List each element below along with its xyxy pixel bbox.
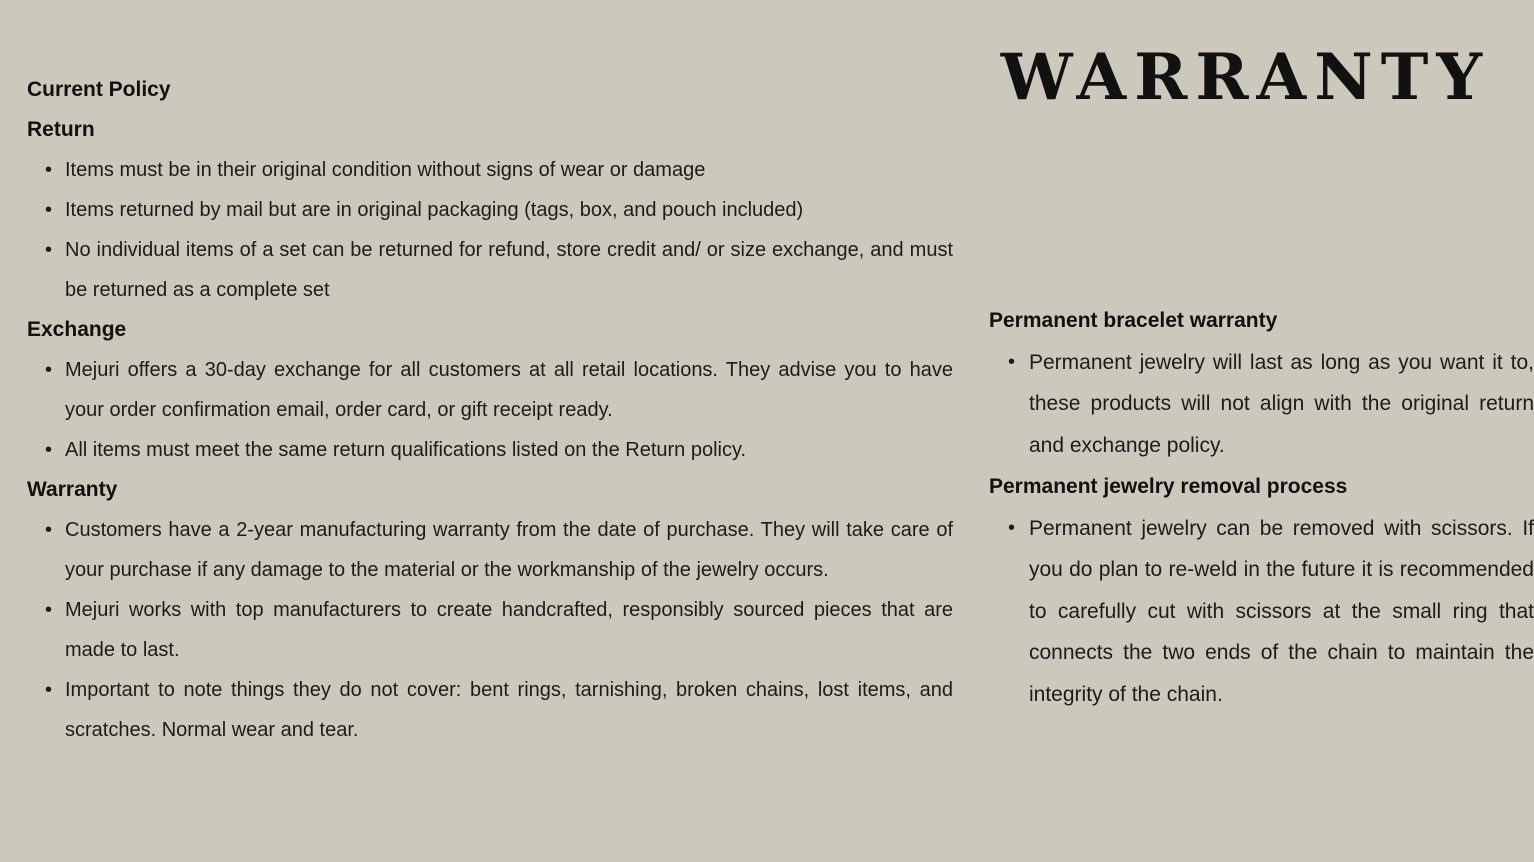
removal-process-heading: Permanent jewelry removal process	[989, 475, 1348, 498]
list-item	[27, 350, 953, 430]
permanent-bracelet-section	[989, 300, 1534, 466]
list-item-text: Permanent jewelry can be removed with scissors. If you do plan to re-weld in the future it is recommended to carefully cut with scissors at the small ring that connects the two ends of the chain to maintain the integrity of the chain.	[1029, 516, 1534, 706]
current-policy-column	[27, 70, 953, 750]
list-item	[27, 150, 953, 190]
return-section	[27, 110, 953, 310]
list-item	[27, 510, 953, 590]
bullet-icon: •	[45, 599, 53, 621]
bullet-icon: •	[45, 159, 53, 181]
bullet-icon: •	[45, 519, 53, 541]
list-item	[989, 342, 1534, 467]
list-item-text: Customers have a 2-year manufacturing warranty from the date of purchase. They will take care of your purchase if any damage to the material or the workmanship of the jewelry occurs.	[65, 519, 953, 581]
warranty-list	[27, 510, 953, 750]
page-title: WARRANTY	[1000, 40, 1490, 115]
bullet-icon: •	[1008, 350, 1016, 373]
bullet-icon: •	[45, 199, 53, 221]
list-item-text: Permanent jewelry will last as long as you want it to, these products will not align with the original return and exchange policy.	[1029, 350, 1534, 457]
return-heading: Return	[27, 118, 95, 141]
removal-process-section	[989, 466, 1534, 715]
current-policy-heading: Current Policy	[27, 78, 171, 101]
list-item	[27, 670, 953, 750]
list-item-text: Mejuri works with top manufacturers to create handcrafted, responsibly sourced pieces that are made to last.	[65, 599, 953, 661]
exchange-list	[27, 350, 953, 470]
list-item-text: All items must meet the same return qualifications listed on the Return policy.	[65, 439, 747, 461]
list-item-text: No individual items of a set can be returned for refund, store credit and/ or size exchange, and must be returned as a complete set	[65, 239, 953, 301]
list-item-text: Items must be in their original condition without signs of wear or damage	[65, 159, 706, 181]
list-item	[27, 230, 953, 310]
list-item	[27, 590, 953, 670]
exchange-section	[27, 310, 953, 470]
list-item	[27, 190, 953, 230]
warranty-heading: Warranty	[27, 478, 118, 501]
list-item	[27, 430, 953, 470]
list-item-text: Items returned by mail but are in original packaging (tags, box, and pouch included)	[65, 199, 804, 221]
list-item-text: Important to note things they do not cover: bent rings, tarnishing, broken chains, lost items, and scratches. Normal wear and tear.	[65, 679, 953, 741]
return-list	[27, 150, 953, 310]
permanent-bracelet-list	[989, 342, 1534, 467]
bullet-icon: •	[45, 239, 53, 261]
bullet-icon: •	[45, 359, 53, 381]
permanent-jewelry-column	[989, 300, 1534, 715]
list-item-text: Mejuri offers a 30-day exchange for all customers at all retail locations. They advise you to have your order confirmation email, order card, or gift receipt ready.	[65, 359, 953, 421]
bullet-icon: •	[1008, 516, 1016, 539]
bullet-icon: •	[45, 679, 53, 701]
list-item	[989, 508, 1534, 716]
removal-process-list	[989, 508, 1534, 716]
warranty-section	[27, 470, 953, 750]
permanent-bracelet-heading: Permanent bracelet warranty	[989, 309, 1278, 332]
exchange-heading: Exchange	[27, 318, 127, 341]
bullet-icon: •	[45, 439, 53, 461]
